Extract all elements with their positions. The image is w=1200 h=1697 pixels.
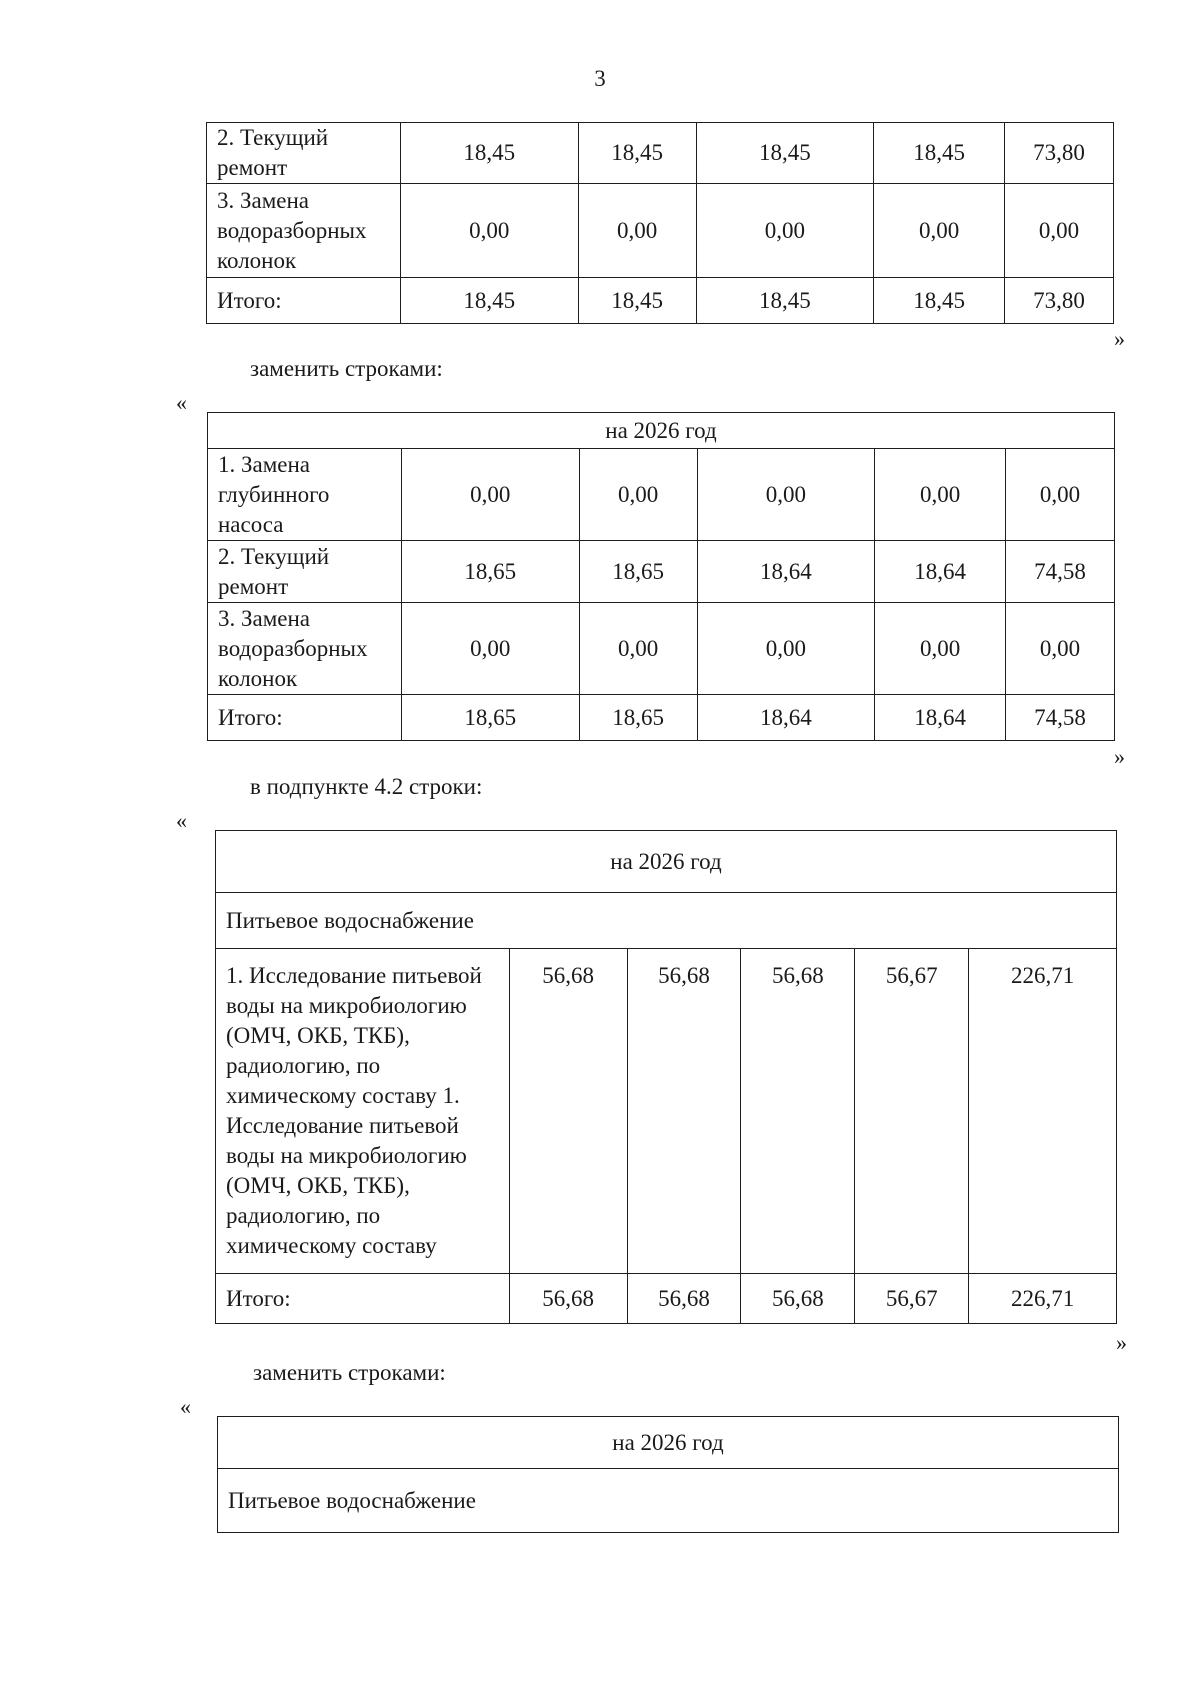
opening-quote: « <box>176 390 187 415</box>
cell-value: 0,00 <box>401 603 579 695</box>
table-section-row <box>218 1469 1119 1533</box>
cell-value: 18,65 <box>579 541 697 603</box>
cell-value: 56,68 <box>509 949 627 1274</box>
cell-value: 74,58 <box>1006 541 1115 603</box>
row-label: 2. Текущий ремонт <box>207 123 401 184</box>
table-new-rows <box>207 412 1115 741</box>
closing-quote: » <box>1114 326 1125 351</box>
cell-value: 18,45 <box>400 123 578 184</box>
table-row <box>208 541 1115 603</box>
year-header: на 2026 год <box>218 1417 1119 1469</box>
cell-value: 18,45 <box>696 278 874 324</box>
cell-value: 18,64 <box>875 541 1006 603</box>
cell-value: 56,67 <box>855 949 969 1274</box>
section-title: Питьевое водоснабжение <box>216 893 1117 949</box>
opening-quote: « <box>176 808 187 833</box>
cell-value: 0,00 <box>875 449 1006 541</box>
cell-value: 56,68 <box>627 949 741 1274</box>
cell-value: 56,67 <box>855 1274 969 1324</box>
table-row-total <box>207 278 1114 324</box>
year-header: на 2026 год <box>208 413 1115 449</box>
page-number: 3 <box>594 66 606 91</box>
cell-value: 0,00 <box>875 603 1006 695</box>
cell-value: 0,00 <box>1006 449 1115 541</box>
cell-value: 18,45 <box>578 278 696 324</box>
cell-value: 0,00 <box>579 449 697 541</box>
row-label: Итого: <box>216 1274 510 1324</box>
cell-value: 18,64 <box>697 695 875 741</box>
row-label: Итого: <box>208 695 402 741</box>
cell-value: 18,45 <box>874 278 1005 324</box>
cell-value: 18,45 <box>578 123 696 184</box>
cell-value: 226,71 <box>969 949 1117 1274</box>
table-row-total <box>216 1274 1117 1324</box>
cell-value: 0,00 <box>400 184 578 278</box>
year-header: на 2026 год <box>216 831 1117 893</box>
row-label: 2. Текущий ремонт <box>208 541 402 603</box>
row-label: 3. Замена водоразборных колонок <box>207 184 401 278</box>
instruction-text: в подпункте 4.2 строки: <box>250 774 483 799</box>
row-label: Итого: <box>207 278 401 324</box>
cell-value: 73,80 <box>1005 278 1114 324</box>
cell-value: 0,00 <box>697 449 875 541</box>
cell-value: 226,71 <box>969 1274 1117 1324</box>
opening-quote: « <box>180 1394 191 1419</box>
instruction-text: заменить строками: <box>250 356 443 381</box>
table-subitem-new-rows <box>217 1416 1119 1533</box>
row-label: 1. Исследование питьевой воды на микробиологию (ОМЧ, ОКБ, ТКБ), радиологию, по химическому составу 1. Исследование питьевой воды на микробиологию (ОМЧ, ОКБ, ТКБ), радиологию, по химическому составу <box>216 949 510 1274</box>
cell-value: 0,00 <box>1006 603 1115 695</box>
cell-value: 0,00 <box>579 603 697 695</box>
table-header-row <box>208 413 1115 449</box>
table-header-row <box>216 831 1117 893</box>
cell-value: 73,80 <box>1005 123 1114 184</box>
row-label: 3. Замена водоразборных колонок <box>208 603 402 695</box>
instruction-text: заменить строками: <box>253 1360 446 1385</box>
table-header-row <box>218 1417 1119 1469</box>
cell-value: 18,45 <box>696 123 874 184</box>
section-title: Питьевое водоснабжение <box>218 1469 1119 1533</box>
cell-value: 18,64 <box>875 695 1006 741</box>
table-section-row <box>216 893 1117 949</box>
table-old-rows <box>206 122 1114 324</box>
cell-value: 18,65 <box>401 695 579 741</box>
row-label: 1. Замена глубинного насоса <box>208 449 402 541</box>
cell-value: 56,68 <box>741 949 855 1274</box>
cell-value: 18,45 <box>400 278 578 324</box>
table-row <box>208 603 1115 695</box>
cell-value: 74,58 <box>1006 695 1115 741</box>
cell-value: 56,68 <box>741 1274 855 1324</box>
cell-value: 0,00 <box>1005 184 1114 278</box>
cell-value: 0,00 <box>697 603 875 695</box>
table-row <box>207 123 1114 184</box>
table-row <box>216 949 1117 1274</box>
closing-quote: » <box>1114 744 1125 769</box>
cell-value: 18,65 <box>579 695 697 741</box>
table-row <box>207 184 1114 278</box>
cell-value: 0,00 <box>401 449 579 541</box>
table-row <box>208 449 1115 541</box>
cell-value: 56,68 <box>509 1274 627 1324</box>
closing-quote: » <box>1116 1330 1127 1355</box>
cell-value: 18,64 <box>697 541 875 603</box>
cell-value: 18,45 <box>874 123 1005 184</box>
cell-value: 18,65 <box>401 541 579 603</box>
cell-value: 0,00 <box>696 184 874 278</box>
table-row-total <box>208 695 1115 741</box>
cell-value: 0,00 <box>874 184 1005 278</box>
table-subitem-old-rows <box>215 830 1117 1324</box>
cell-value: 0,00 <box>578 184 696 278</box>
cell-value: 56,68 <box>627 1274 741 1324</box>
